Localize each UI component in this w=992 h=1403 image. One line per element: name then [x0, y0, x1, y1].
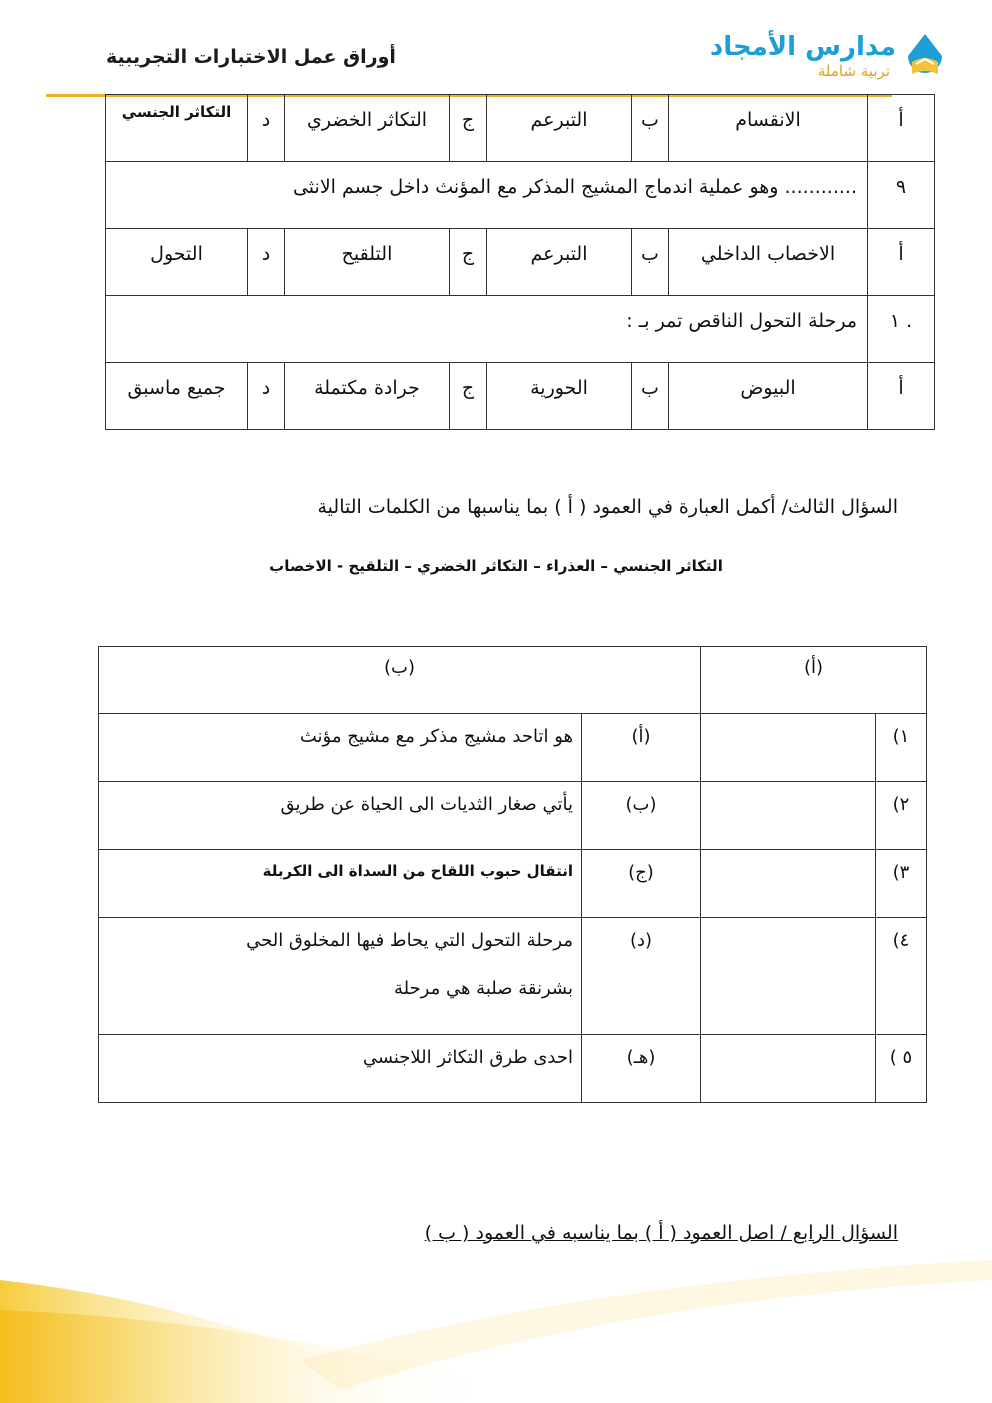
option-b-text: الحورية: [530, 377, 588, 399]
question-text: مرحلة التحول الناقص تمر بـ :: [626, 310, 857, 332]
answer-blank[interactable]: [701, 918, 876, 1035]
option-label: أ: [898, 377, 904, 399]
table-row: [99, 850, 927, 918]
answer-blank[interactable]: [701, 714, 876, 782]
statement-text: يأتي صغار الثديات الى الحياة عن طريق: [280, 794, 573, 815]
option-label: د: [261, 377, 271, 399]
option-label: ب: [641, 377, 659, 399]
logo-name: مدارس الأمجاد: [709, 32, 896, 62]
question-number: ٩: [895, 176, 907, 198]
option-label: ب: [641, 243, 659, 265]
statement-text: هو اتاحد مشيج مذكر مع مشيج مؤنث: [299, 726, 573, 747]
mcq-table: [105, 94, 935, 430]
matching-table: [98, 646, 927, 1103]
section-3-title: السؤال الثالث/ أكمل العبارة في العمود ( أ ) بما يناسبها من الكلمات التالية: [317, 496, 898, 518]
option-label: ب: [641, 109, 659, 131]
row-letter: (د): [629, 930, 653, 951]
logo-tagline: تربية شاملة: [817, 62, 890, 80]
statement-text-line-1: مرحلة التحول التي يحاط فيها المخلوق الحي: [246, 930, 573, 951]
row-letter: (ج): [628, 862, 654, 883]
school-logo: [709, 30, 948, 86]
answer-blank[interactable]: [701, 850, 876, 918]
table-header-row: [99, 647, 927, 714]
option-d-text: التحول: [150, 243, 203, 265]
option-label: أ: [898, 243, 904, 265]
table-row: [99, 782, 927, 850]
statement-text: احدى طرق التكاثر اللاجنسي: [362, 1047, 573, 1068]
table-row: [99, 918, 927, 1035]
option-b-text: التبرعم: [530, 109, 588, 131]
row-letter: (أ): [631, 726, 651, 747]
table-row: [106, 296, 935, 363]
option-d-text: جميع ماسبق: [127, 377, 226, 399]
table-row: [106, 162, 935, 229]
row-letter: (هـ): [626, 1047, 656, 1068]
row-index: ٢): [892, 794, 910, 815]
statement-text-line-2: بشرنقة صلبة هي مرحلة: [393, 978, 573, 999]
option-a-text: البيوض: [740, 377, 796, 399]
answer-blank[interactable]: [701, 1035, 876, 1103]
option-c-text: جرادة مكتملة: [314, 377, 420, 399]
option-c-text: التكاثر الخضري: [306, 109, 428, 131]
option-label: أ: [898, 109, 904, 131]
table-row: [106, 363, 935, 430]
logo-mark-icon: [902, 32, 948, 82]
column-b-header: (ب): [384, 657, 415, 678]
row-index: ١): [892, 726, 910, 747]
option-label: ج: [461, 243, 475, 265]
option-a-text: الاخصاب الداخلي: [700, 243, 836, 265]
table-row: [106, 95, 935, 162]
table-row: [99, 714, 927, 782]
question-text: ............ وهو عملية اندماج المشيج المذكر مع المؤنث داخل جسم الانثى: [292, 176, 857, 198]
row-index: ٤): [892, 930, 910, 951]
option-label: د: [261, 243, 271, 265]
option-d-text: التكاثر الجنسي: [121, 103, 232, 121]
question-number: . ١: [889, 310, 913, 332]
footer-swoosh-decoration: [0, 1240, 992, 1403]
word-bank: التكاثر الجنسي – العذراء – التكاثر الخضري – التلقيح - الاخصاب: [269, 557, 723, 575]
row-index: ٣): [892, 862, 910, 883]
page-title: أوراق عمل الاختبارات التجريبية: [106, 46, 396, 68]
option-label: ج: [461, 377, 475, 399]
table-row: [106, 229, 935, 296]
page-header: [0, 0, 992, 100]
option-a-text: الانقسام: [735, 109, 801, 131]
table-row: [99, 1035, 927, 1103]
row-letter: (ب): [625, 794, 657, 815]
column-a-header: (أ): [803, 657, 824, 678]
row-index: ٥ ): [889, 1047, 913, 1068]
section-4-title: السؤال الرابع / اصل العمود ( أ ) بما يناسبه في العمود ( ب ): [424, 1222, 898, 1244]
option-b-text: التبرعم: [530, 243, 588, 265]
option-label: د: [261, 109, 271, 131]
statement-text: انتقال حبوب اللقاح من السداة الى الكربلة: [262, 862, 573, 880]
option-c-text: التلقيح: [341, 243, 393, 265]
answer-blank[interactable]: [701, 782, 876, 850]
option-label: ج: [461, 109, 475, 131]
